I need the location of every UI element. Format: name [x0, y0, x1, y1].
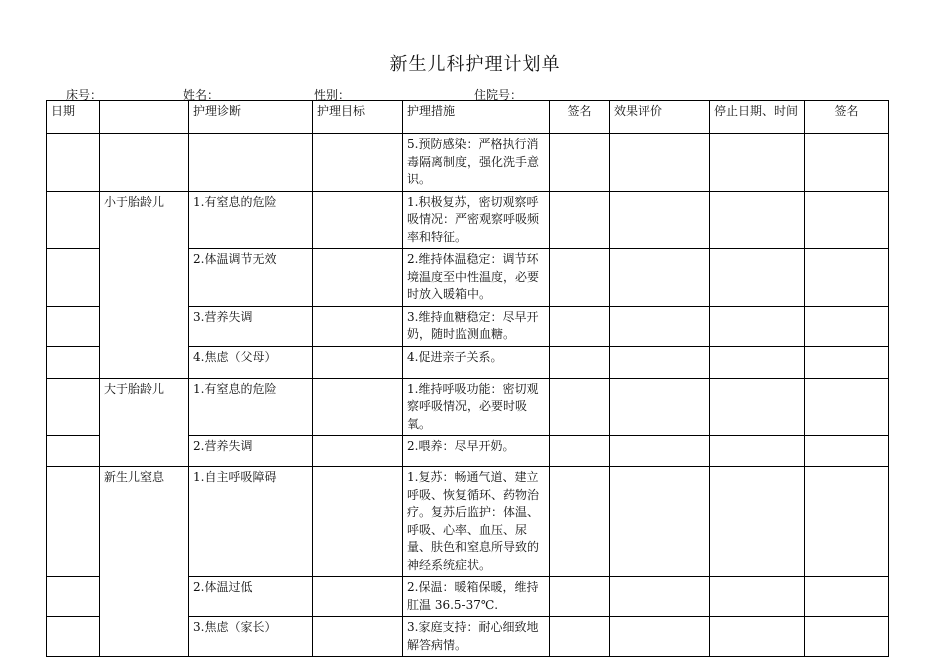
page-title: 新生儿科护理计划单 [389, 54, 561, 75]
measure-cell: 4.促进亲子关系。 [403, 346, 550, 378]
admission-number-label: 住院号： [474, 88, 523, 102]
measure-cell: 2.喂养：尽早开奶。 [403, 436, 550, 467]
stop-date-cell [710, 346, 805, 378]
stop-date-cell [710, 467, 805, 577]
goal-cell [313, 467, 403, 577]
stop-date-cell [710, 306, 805, 346]
measure-cell: 3.家庭支持：耐心细致地解答病情。 [403, 617, 550, 657]
sign-cell [805, 436, 889, 467]
sign-cell [550, 378, 610, 436]
category-cell: 小于胎龄儿 [100, 191, 189, 378]
date-cell [47, 134, 100, 192]
evaluation-cell [610, 617, 710, 657]
date-cell [47, 617, 100, 657]
sign-cell [805, 378, 889, 436]
date-cell [47, 378, 100, 436]
date-cell [47, 249, 100, 307]
header-diagnosis: 护理诊断 [189, 101, 313, 134]
bed-number-label: 床号： [66, 88, 103, 102]
measure-cell: 1.积极复苏，密切观察呼吸情况：严密观察呼吸频率和特征。 [403, 191, 550, 249]
header-evaluation: 效果评价 [610, 101, 710, 134]
header-sign-2: 签名 [805, 101, 889, 134]
date-cell [47, 191, 100, 249]
goal-cell [313, 378, 403, 436]
evaluation-cell [610, 346, 710, 378]
diagnosis-cell: 2.体温调节无效 [189, 249, 313, 307]
header-sign-1: 签名 [550, 101, 610, 134]
category-cell: 新生儿窒息 [100, 467, 189, 657]
table-row [47, 134, 889, 192]
goal-cell [313, 306, 403, 346]
evaluation-cell [610, 249, 710, 307]
diagnosis-cell: 1.有窒息的危险 [189, 378, 313, 436]
date-cell [47, 436, 100, 467]
sign-cell [550, 249, 610, 307]
measure-cell: 1.维持呼吸功能：密切观察呼吸情况，必要时吸氧。 [403, 378, 550, 436]
goal-cell [313, 617, 403, 657]
sign-cell [550, 346, 610, 378]
stop-date-cell [710, 191, 805, 249]
evaluation-cell [610, 436, 710, 467]
diagnosis-cell: 3.焦虑（家长） [189, 617, 313, 657]
measure-cell: 2.维持体温稳定：调节环境温度至中性温度，必要时放入暖箱中。 [403, 249, 550, 307]
stop-date-cell [710, 134, 805, 192]
category-cell: 大于胎龄儿 [100, 378, 189, 467]
table-header-row [47, 101, 889, 134]
measure-cell: 5.预防感染：严格执行消毒隔离制度，强化洗手意识。 [403, 134, 550, 192]
header-stop-date: 停止日期、时间 [710, 101, 805, 134]
table-row [47, 467, 889, 577]
sign-cell [550, 577, 610, 617]
table-row [47, 378, 889, 436]
header-category [100, 101, 189, 134]
goal-cell [313, 249, 403, 307]
stop-date-cell [710, 617, 805, 657]
diagnosis-cell: 2.营养失调 [189, 436, 313, 467]
diagnosis-cell: 2.体温过低 [189, 577, 313, 617]
measure-cell: 3.维持血糖稳定：尽早开奶，随时监测血糖。 [403, 306, 550, 346]
table-row [47, 191, 889, 249]
sign-cell [550, 134, 610, 192]
evaluation-cell [610, 134, 710, 192]
date-cell [47, 467, 100, 577]
goal-cell [313, 346, 403, 378]
sign-cell [550, 467, 610, 577]
sign-cell [550, 306, 610, 346]
diagnosis-cell: 1.有窒息的危险 [189, 191, 313, 249]
date-cell [47, 306, 100, 346]
stop-date-cell [710, 577, 805, 617]
stop-date-cell [710, 378, 805, 436]
sign-cell [805, 467, 889, 577]
date-cell [47, 577, 100, 617]
gender-label: 性别： [314, 88, 351, 102]
sign-cell [805, 191, 889, 249]
date-cell [47, 346, 100, 378]
goal-cell [313, 134, 403, 192]
patient-name-label: 姓名： [183, 88, 220, 102]
evaluation-cell [610, 191, 710, 249]
stop-date-cell [710, 436, 805, 467]
sign-cell [805, 577, 889, 617]
sign-cell [550, 436, 610, 467]
sign-cell [805, 306, 889, 346]
evaluation-cell [610, 306, 710, 346]
diagnosis-cell [189, 134, 313, 192]
evaluation-cell [610, 378, 710, 436]
evaluation-cell [610, 577, 710, 617]
sign-cell [805, 346, 889, 378]
stop-date-cell [710, 249, 805, 307]
measure-cell: 2.保温：暖箱保暖，维持肛温 36.5-37℃. [403, 577, 550, 617]
sign-cell [550, 617, 610, 657]
header-goal: 护理目标 [313, 101, 403, 134]
goal-cell [313, 436, 403, 467]
diagnosis-cell: 4.焦虑（父母） [189, 346, 313, 378]
category-cell [100, 134, 189, 192]
diagnosis-cell: 1.自主呼吸障碍 [189, 467, 313, 577]
diagnosis-cell: 3.营养失调 [189, 306, 313, 346]
nursing-plan-table [46, 100, 889, 657]
sign-cell [805, 249, 889, 307]
header-measures: 护理措施 [403, 101, 550, 134]
goal-cell [313, 191, 403, 249]
sign-cell [805, 134, 889, 192]
evaluation-cell [610, 467, 710, 577]
header-date: 日期 [47, 101, 100, 134]
sign-cell [805, 617, 889, 657]
goal-cell [313, 577, 403, 617]
sign-cell [550, 191, 610, 249]
measure-cell: 1.复苏：畅通气道、建立呼吸、恢复循环、药物治疗。复苏后监护：体温、呼吸、心率、血压、尿量、肤色和窒息所导致的神经系统症状。 [403, 467, 550, 577]
